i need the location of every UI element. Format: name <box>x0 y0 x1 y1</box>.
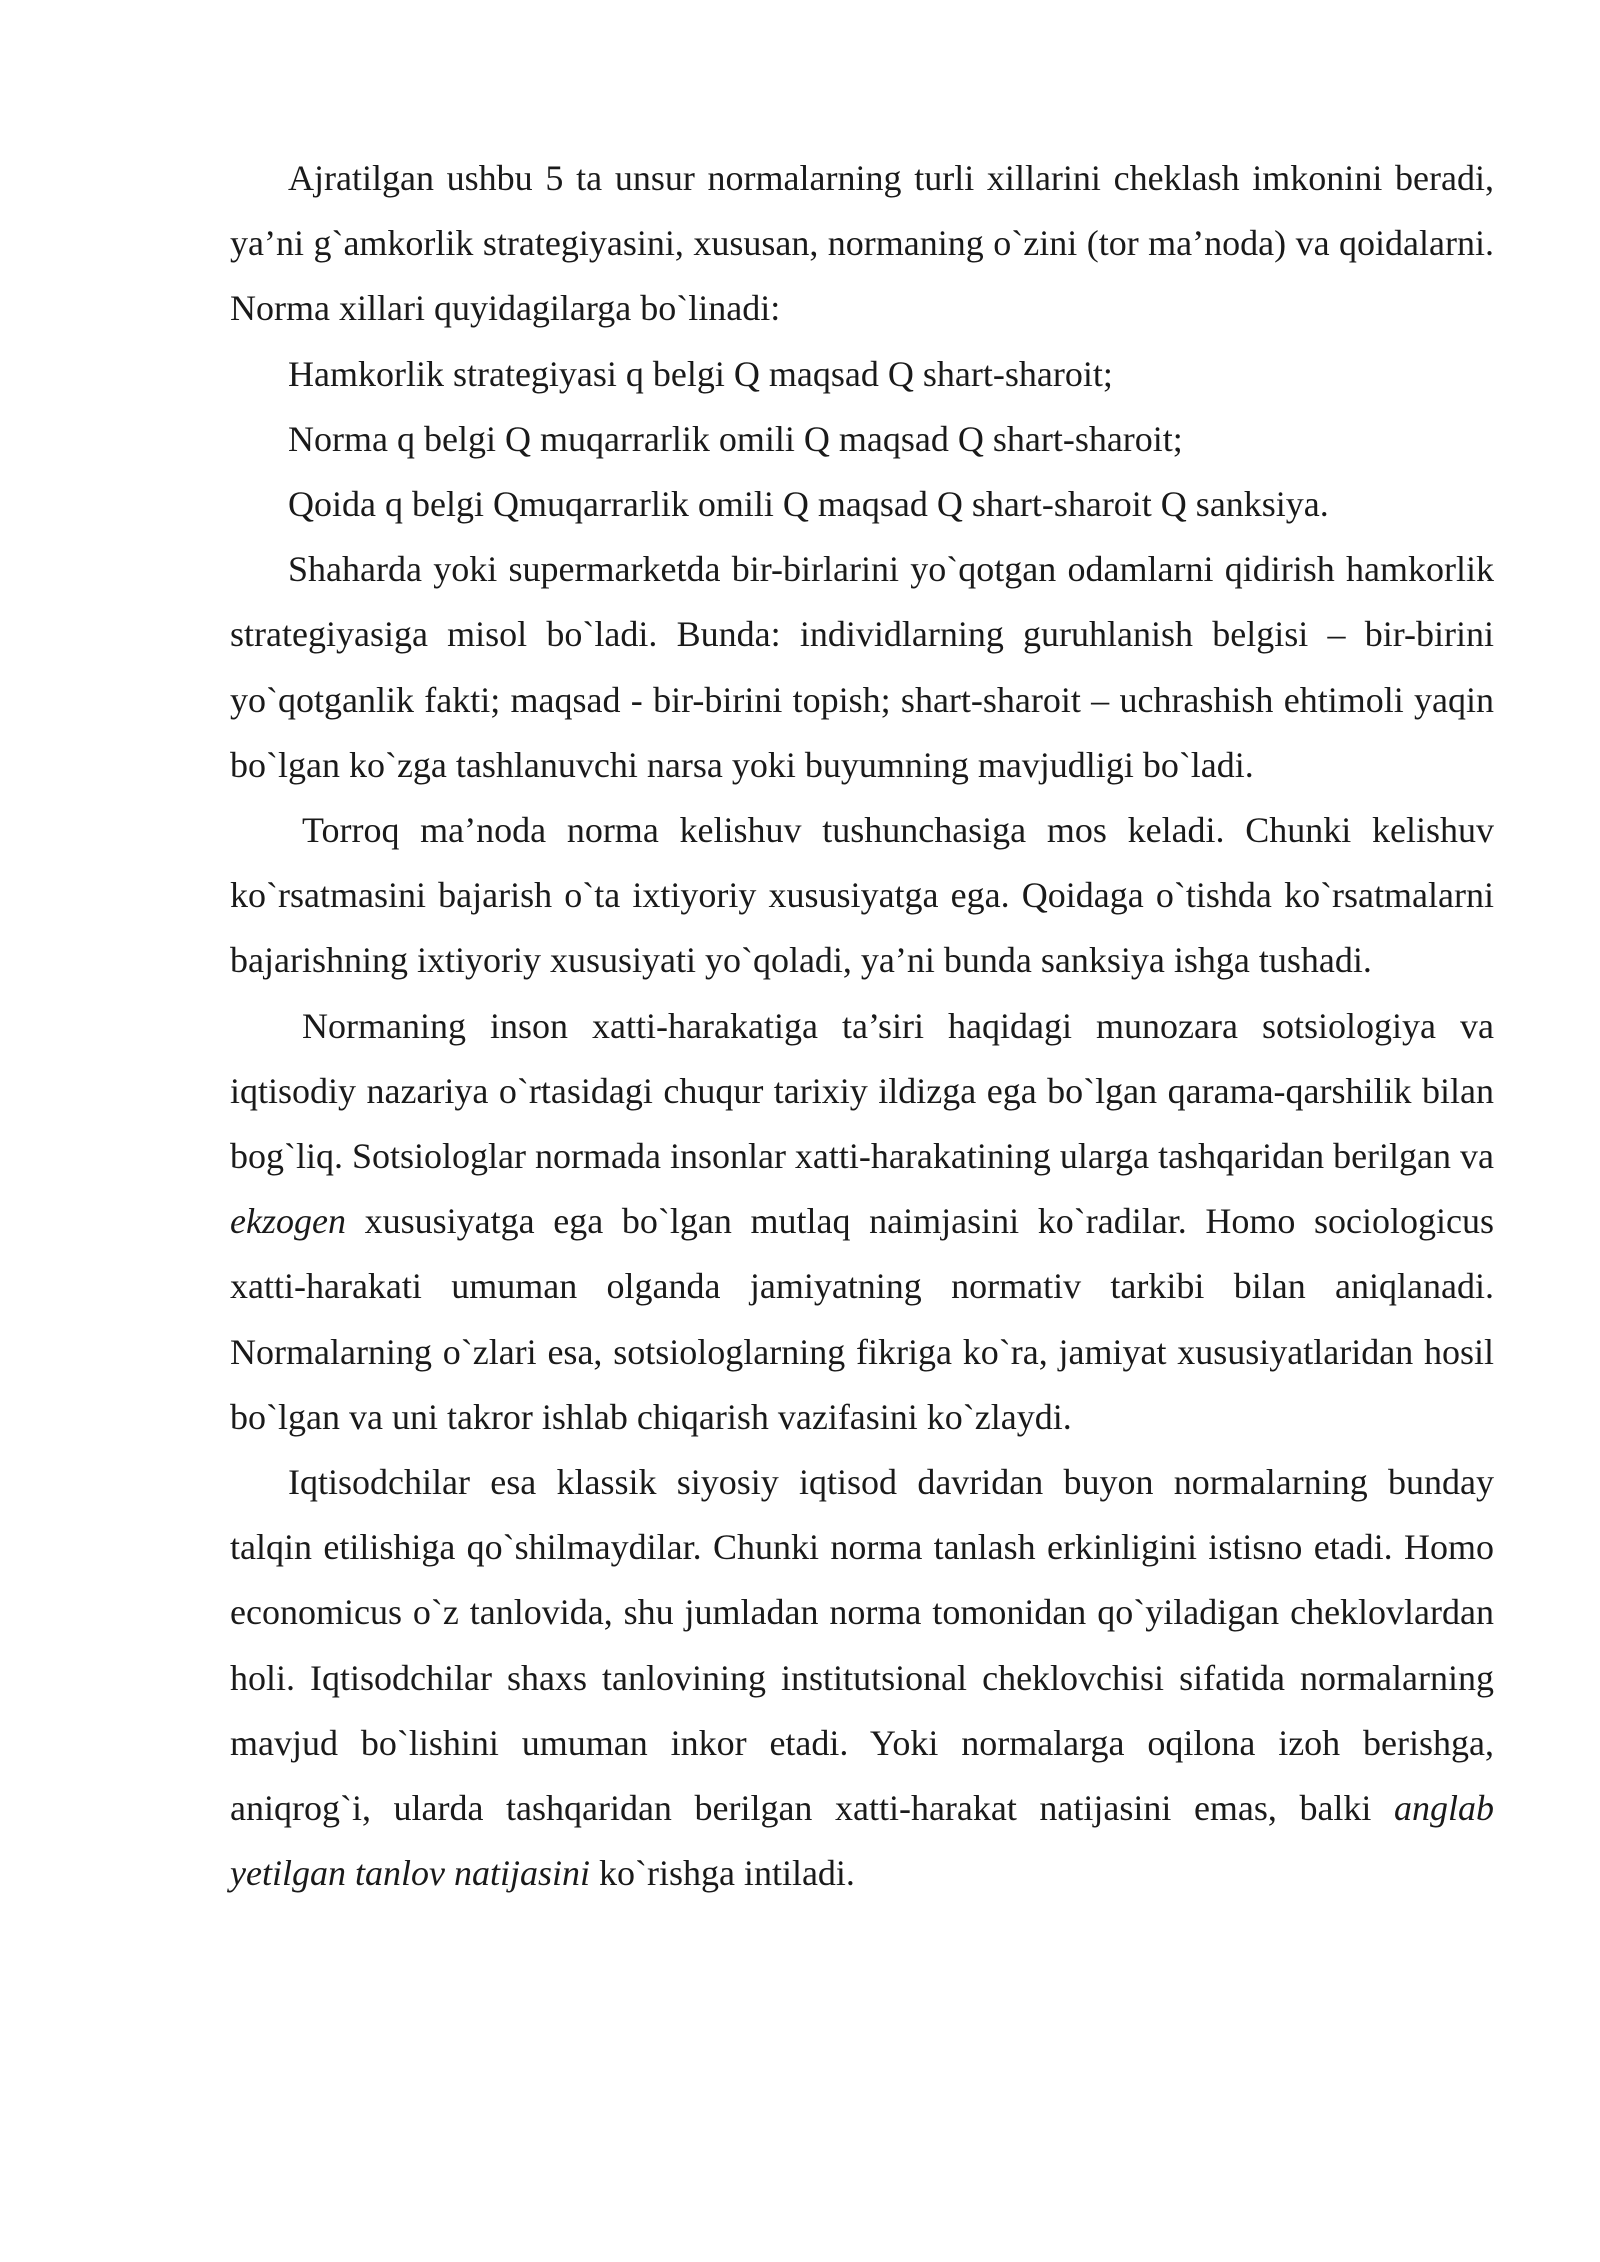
paragraph-text-segment: Normaning inson xatti-harakatiga ta’siri haqidagi munozara sotsiologiya va iqtisodiy nazariya o`rtasidagi chuqur tarixiy ildizga ega bo`lgan qarama-qarshilik bilan bog`liq. Sotsiologlar normada insonlar xatti-harakatining ularga tashqaridan berilgan va <box>230 1005 1494 1177</box>
document-page <box>230 146 1494 1906</box>
paragraph-text-segment: xususiyatga ega bo`lgan mutlaq naimjasini ko`radilar. Homo sociologicus xatti-harakati umuman olganda jamiyatning normativ tarkibi bilan aniqlanadi. Normalarning o`zlari esa, sotsiologlarning fikriga ko`ra, jamiyat xususiyatlaridan hosil bo`lgan va uni takror ishlab chiqarish vazifasini ko`zlaydi. <box>230 1201 1494 1437</box>
paragraph-economists-view <box>230 1450 1494 1906</box>
paragraph-supermarket-example: Shaharda yoki supermarketda bir-birlarini yo`qotgan odamlarni qidirish hamkorlik strategiyasiga misol bo`ladi. Bunda: individlarning guruhlanish belgisi – bir-birini yo`qotganlik fakti; maqsad - bir-birini topish; shart-sharoit – uchrashish ehtimoli yaqin bo`lgan ko`zga tashlanuvchi narsa yoki buyumning mavjudligi bo`ladi. <box>230 549 1494 785</box>
paragraph-norm-types-intro: Ajratilgan ushbu 5 ta unsur normalarning turli xillarini cheklash imkonini beradi, ya’ni g`amkorlik strategiyasini, xususan, normaning o`zini (tor ma’noda) va qoidalarni. Norma xillari quyidagilarga bo`linadi: <box>230 158 1494 329</box>
formula-rule: Qoida q belgi Qmuqarrarlik omili Q maqsad Q shart-sharoit Q sanksiya. <box>288 484 1329 525</box>
italic-term-conscious-choice: anglab yetilgan tanlov natijasini <box>230 1788 1494 1894</box>
formula-norm: Norma q belgi Q muqarrarlik omili Q maqsad Q shart-sharoit; <box>288 418 1183 459</box>
paragraph-sociologists-view <box>230 994 1494 1450</box>
formula-cooperation-strategy: Hamkorlik strategiyasi q belgi Q maqsad Q shart-sharoit; <box>288 353 1113 394</box>
paragraph-text-segment: Iqtisodchilar esa klassik siyosiy iqtisod davridan buyon normalarning bunday talqin etilishiga qo`shilmaydilar. Chunki norma tanlash erkinligini istisno etadi. Homo economicus o`z tanlovida, shu jumladan norma tomonidan qo`yiladigan cheklovlardan holi. Iqtisodchilar shaxs tanlovining institutsional cheklovchisi sifatida normalarning mavjud bo`lishini umuman inkor etadi. Yoki normalarga oqilona izoh berishga, aniqrog`i, ularda tashqaridan berilgan xatti-harakat natijasini emas, balki <box>230 1462 1494 1829</box>
paragraph-narrow-sense-norm: Torroq ma’noda norma kelishuv tushunchasiga mos keladi. Chunki kelishuv ko`rsatmasini bajarish o`ta ixtiyoriy xususiyatga ega. Qoidaga o`tishda ko`rsatmalarni bajarishning ixtiyoriy xususiyati yo`qoladi, ya’ni bunda sanksiya ishga tushadi. <box>230 810 1494 981</box>
paragraph-text-segment: ko`rishga intiladi. <box>589 1853 855 1894</box>
italic-term-ekzogen: ekzogen <box>230 1201 346 1242</box>
